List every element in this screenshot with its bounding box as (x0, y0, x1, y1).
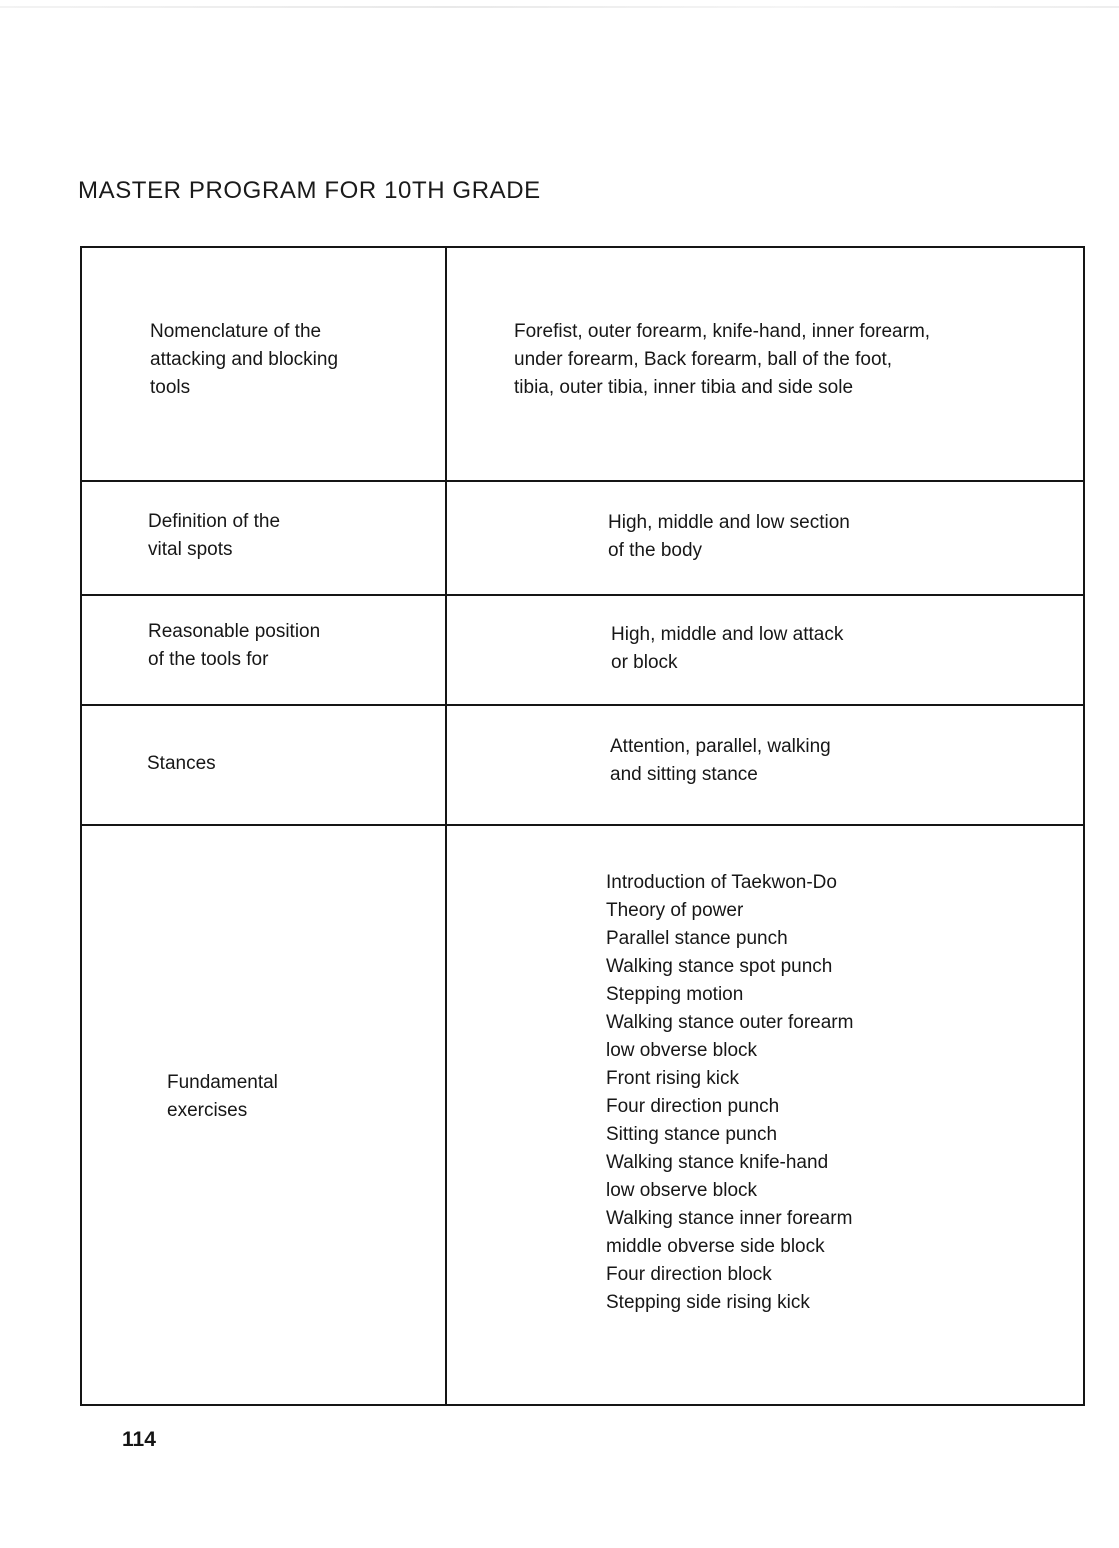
column-divider (445, 248, 447, 1404)
table-cell-content: High, middle and low section of the body (608, 512, 850, 561)
page-title: MASTER PROGRAM FOR 10TH GRADE (78, 177, 541, 204)
program-table (80, 246, 1085, 1406)
table-cell-subject: Stances (147, 753, 216, 774)
table-cell-content: Attention, parallel, walking and sitting stance (610, 736, 831, 785)
row-divider (82, 824, 1083, 826)
table-cell-subject: Nomenclature of the attacking and blocking tools (150, 321, 339, 398)
table-cell-content: Introduction of Taekwon-Do Theory of power Parallel stance punch Walking stance spot punch Stepping motion Walking stance outer forearm low obverse block Front rising kick Four direction punch Sitting stance punch Walking stance knife-hand low observe block Walking stance inner forearm middle obverse side block Four direction block Stepping side rising kick (606, 872, 854, 1313)
scan-edge (0, 6, 1119, 8)
page-number: 114 (122, 1428, 156, 1451)
table-cell-subject: Fundamental exercises (167, 1072, 278, 1121)
row-divider (82, 480, 1083, 482)
row-divider (82, 594, 1083, 596)
table-cell-subject: Reasonable position of the tools for (148, 621, 321, 670)
table-cell-content: Forefist, outer forearm, knife-hand, inner forearm, under forearm, Back forearm, ball of the foot, tibia, outer tibia, inner tibia and side sole (514, 321, 931, 398)
row-divider (82, 704, 1083, 706)
table-cell-subject: Definition of the vital spots (148, 511, 281, 560)
table-cell-content: High, middle and low attack or block (611, 624, 844, 673)
